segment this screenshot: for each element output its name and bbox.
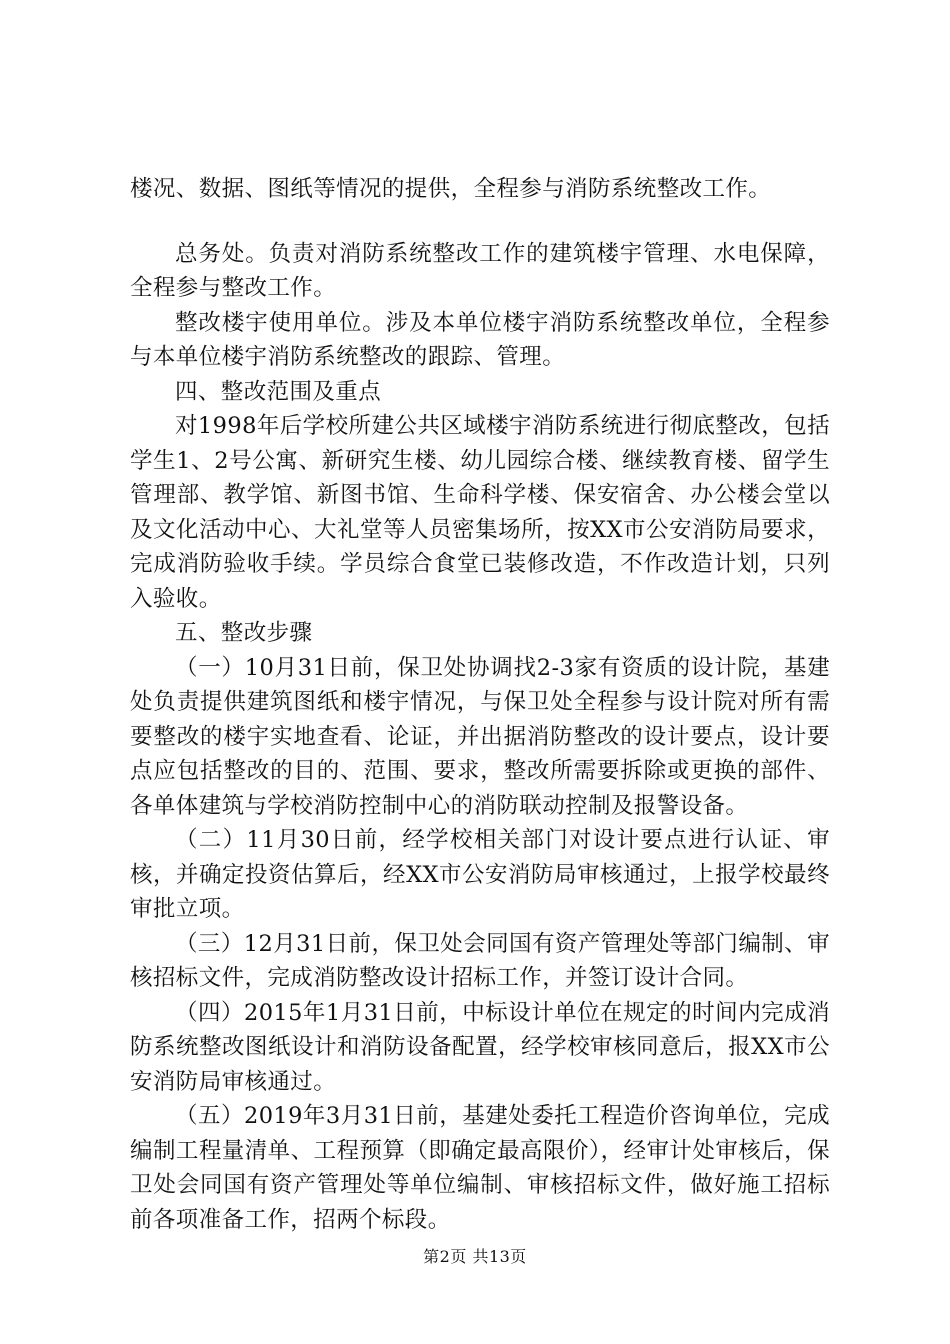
document-body bbox=[130, 172, 830, 1237]
paragraph-step-1: （一）10月31日前，保卫处协调找2-3家有资质的设计院，基建处负责提供建筑图纸和楼宇情况，与保卫处全程参与设计院对所有需要整改的楼宇实地查看、论证，并出据消防整改的设计要点，设计要点应包括整改的目的、范围、要求，整改所需要拆除或更换的部件、各单体建筑与学校消防控制中心的消防联动控制及报警设备。 bbox=[130, 654, 830, 819]
page-number-footer: 第2页 共13页 bbox=[423, 1247, 527, 1266]
section-heading-scope: 四、整改范围及重点 bbox=[175, 378, 382, 405]
paragraph-step-3: （三）12月31日前，保卫处会同国有资产管理处等部门编制、审核招标文件，完成消防整改设计招标工作，并签订设计合同。 bbox=[130, 930, 830, 991]
paragraph-step-5: （五）2019年3月31日前，基建处委托工程造价咨询单位，完成编制工程量清单、工程预算（即确定最高限价），经审计处审核后，保卫处会同国有资产管理处等单位编制、审核招标文件，做好施工招标前各项准备工作，招两个标段。 bbox=[130, 1103, 830, 1233]
paragraph-general-affairs: 总务处。负责对消防系统整改工作的建筑楼宇管理、水电保障，全程参与整改工作。 bbox=[130, 240, 830, 301]
paragraph-building-units: 整改楼宇使用单位。涉及本单位楼宇消防系统整改单位，全程参与本单位楼宇消防系统整改的跟踪、管理。 bbox=[130, 309, 830, 370]
paragraph-scope: 对1998年后学校所建公共区域楼宇消防系统进行彻底整改，包括学生1、2号公寓、新研究生楼、幼儿园综合楼、继续教育楼、留学生管理部、教学馆、新图书馆、生命科学楼、保安宿舍、办公楼会堂以及文化活动中心、大礼堂等人员密集场所，按XX市公安消防局要求，完成消防验收手续。学员综合食堂已装修改造，不作改造计划，只列入验收。 bbox=[130, 413, 830, 612]
paragraph-step-2: （二）11月30日前，经学校相关部门对设计要点进行认证、审核，并确定投资估算后，经XX市公安消防局审核通过，上报学校最终审批立项。 bbox=[130, 827, 830, 922]
section-heading-steps: 五、整改步骤 bbox=[175, 620, 313, 646]
paragraph-continuation: 楼况、数据、图纸等情况的提供，全程参与消防系统整改工作。 bbox=[130, 176, 772, 202]
paragraph-step-4: （四）2015年1月31日前，中标设计单位在规定的时间内完成消防系统整改图纸设计和消防设备配置，经学校审核同意后，报XX市公安消防局审核通过。 bbox=[130, 999, 830, 1095]
